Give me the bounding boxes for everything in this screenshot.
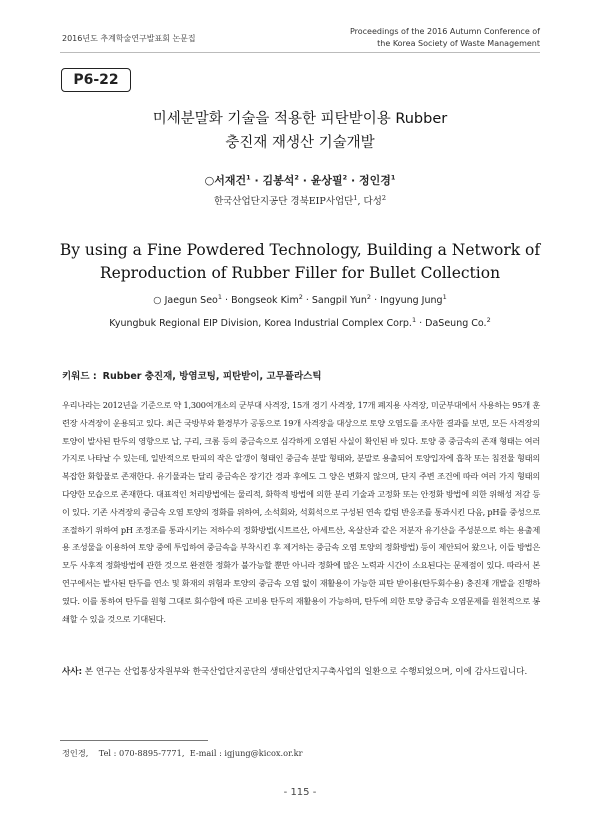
author-name: Bongseok Kim bbox=[231, 295, 299, 306]
author-superscript: 2 bbox=[298, 292, 303, 301]
author-separator: · bbox=[298, 174, 311, 187]
header-divider bbox=[60, 52, 540, 53]
acknowledgement-label: 사사: bbox=[62, 667, 83, 677]
author-superscript: 2 bbox=[366, 292, 372, 301]
english-title-line2: Reproduction of Rubber Filler for Bullet Collection bbox=[99, 264, 501, 282]
korean-title-line2: 충진재 재생산 기술개발 bbox=[225, 135, 375, 151]
author-name: 윤상필 bbox=[310, 174, 343, 187]
english-affiliation bbox=[0, 315, 600, 329]
footnote bbox=[62, 748, 303, 759]
affiliation-separator: · bbox=[416, 318, 426, 329]
header-right-title bbox=[350, 26, 540, 50]
header-right-line1: Proceedings of the 2016 Autumn Conference of bbox=[349, 27, 540, 36]
affiliation-superscript: 2 bbox=[381, 193, 387, 202]
acknowledgement bbox=[62, 664, 540, 681]
footnote-email: E-mail : igjung@kicox.or.kr bbox=[189, 748, 303, 758]
english-title-line1: By using a Fine Powdered Technology, Building a Network of bbox=[59, 241, 541, 259]
footnote-divider bbox=[60, 740, 208, 741]
acknowledgement-text: 본 연구는 산업통상자원부와 한국산업단지공단의 생태산업단지구축사업의 일환으로 수행되었으며, 이에 감사드립니다. bbox=[84, 667, 528, 677]
presenter-mark: ○ bbox=[153, 295, 162, 306]
author-superscript: 1 bbox=[442, 292, 447, 301]
author-separator: · bbox=[222, 295, 232, 306]
author-separator: · bbox=[347, 174, 359, 187]
abstract-body: 우리나라는 2012년을 기준으로 약 1,300여개소의 군부대 사격장, 15개 경기 사격장, 17개 폐지용 사격장, 미군부대에서 사용하는 95개 훈련장 사격장이 운용되고 있다. 최근 국방부와 환경부가 공동으로 19개 사격장을 대상으로 토양 오염도를 조사한 결과를 보면, 모든 사격장의 토양이 발사된 탄두의 영향으로 납, 구리, 크롬 등의 중금속으로 심각하게 오염된 사실이 확인된 바 있다. 토양 중 중금속의 존재 형태는 여러 가지로 나타날 수 있는데, 일반적으로 탄피의 작은 알갱이 형태인 중금속 분말 형태와, 분말로 용출되어 토양입자에 흡착 또는 침전물 형태의 복잡한 화합물로 존재한다. 유기물과는 달리 중금속은 장기간 경과 후에도 그 양은 변화지 않으며, 단지 주변 조건에 따라 여러 가지 형태의 다양한 모습으로 존재한다. 대표적인 처리방법에는 물리적, 화학적 방법에 의한 분리 기술과 고정화 또는 안정화 방법에 의한 위해성 저감 등이 있다. 기존 사격장의 중금속 오염 토양의 정화를 위하여, 소석회와, 석회석으로 구성된 연속 칼럼 반응조를 통과시킨 다음, pH를 중성으로 조절하기 위하여 pH 조정조를 통과시키는 저하수의 정화방법(시트르산, 아세트산, 옥살산과 같은 저분자 유기산을 주성분으로 하는 용출제용 조성물을 이용하여 토양 중에 투입하여 중금속을 부착시킨 후 제거하는 중금속 오염 토양의 정화방법) 등이 제안되어 왔으나, 이들 방법은 모두 사후적 정화방법에 관한 것으로 완전한 정화가 불가능할 뿐만 아니라 정화에 많은 노력과 시간이 소요된다는 문제점이 있다. 따라서 본 연구에서는 발사된 탄두를 연소 및 화재의 위험과 토양의 중금속 오염 없이 재활용이 가능한 피탄 받이용(탄두회수용) 충진재 개발을 진행하였다. 이를 통하여 탄두를 원형 그대로 회수함에 따른 고비용 탄두의 재활용이 가능하며, 탄두에 의한 토양 중금속 오염문제를 원천적으로 봉쇄할 수 있을 것으로 기대된다. bbox=[62, 400, 540, 624]
header-right-line2: the Korea Society of Waste Management bbox=[377, 39, 540, 48]
english-authors bbox=[0, 292, 600, 306]
affiliation-separator: , bbox=[357, 196, 364, 207]
korean-title-line1: 미세분말화 기술을 적용한 피탄받이용 Rubber bbox=[152, 111, 448, 127]
affiliation-superscript: 1 bbox=[411, 315, 417, 324]
keywords-label: 키워드 : bbox=[62, 371, 97, 382]
affiliation-superscript: 1 bbox=[353, 193, 358, 202]
author-name: Jaegun Seo bbox=[164, 295, 218, 306]
korean-authors bbox=[0, 172, 600, 188]
author-superscript: 2 bbox=[294, 173, 299, 182]
footnote-author: 정인경, bbox=[62, 748, 89, 758]
affiliation-org: 다성 bbox=[363, 196, 382, 207]
korean-affiliation bbox=[0, 193, 600, 207]
author-name: Ingyung Jung bbox=[380, 295, 443, 306]
author-separator: · bbox=[302, 295, 312, 306]
author-superscript: 1 bbox=[390, 173, 396, 182]
author-superscript: 1 bbox=[246, 173, 251, 182]
affiliation-org: 한국산업단지공단 경북EIP사업단 bbox=[213, 196, 354, 207]
affiliation-superscript: 2 bbox=[486, 315, 491, 324]
author-separator: · bbox=[371, 295, 381, 306]
presenter-mark: ○ bbox=[204, 174, 215, 187]
affiliation-org: Kyungbuk Regional EIP Division, Korea Industrial Complex Corp. bbox=[109, 318, 412, 329]
author-superscript: 2 bbox=[342, 173, 348, 182]
author-name: 서재건 bbox=[214, 174, 247, 187]
affiliation-org: DaSeung Co. bbox=[425, 318, 487, 329]
author-separator: · bbox=[250, 174, 263, 187]
author-superscript: 1 bbox=[217, 292, 222, 301]
footnote-tel: Tel : 070-8895-7771, bbox=[98, 748, 185, 758]
keywords-text: Rubber 충진재, 방염코팅, 피탄받이, 고무플라스틱 bbox=[102, 371, 322, 382]
header-left-title: 2016년도 추계학술연구발표회 논문집 bbox=[62, 34, 196, 43]
page-number: - 115 - bbox=[283, 787, 317, 798]
author-name: Sangpil Yun bbox=[311, 295, 367, 306]
keywords bbox=[62, 368, 322, 382]
author-name: 정인경 bbox=[358, 174, 391, 187]
paper-code-badge: P6-22 bbox=[61, 68, 131, 92]
author-name: 김봉석 bbox=[262, 174, 295, 187]
